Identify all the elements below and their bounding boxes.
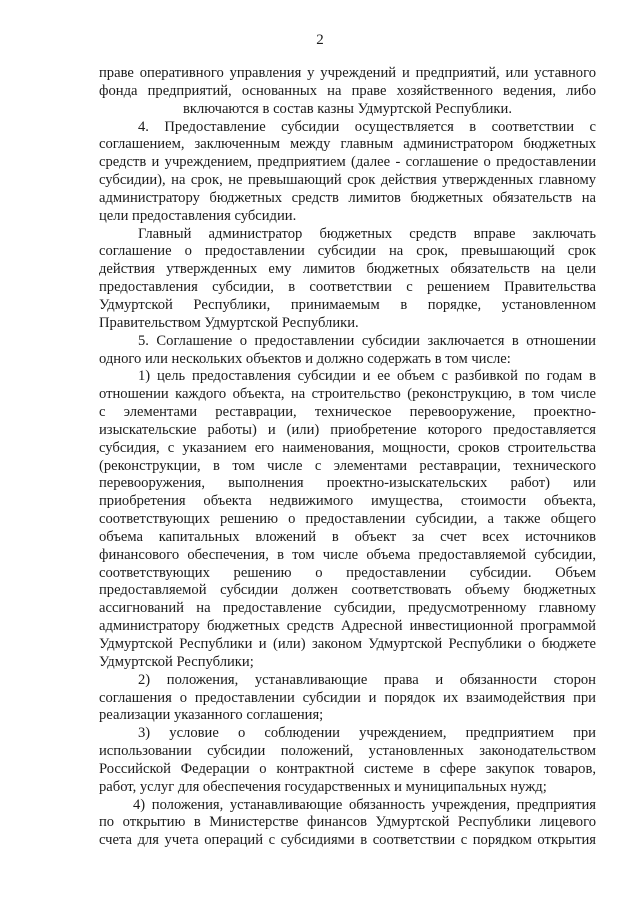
text-line: соответствующих решению о предоставлении субсидии, а также общего <box>99 511 596 528</box>
text-line: соглашения о предоставлении субсидии и порядок их взаимодействия при <box>99 689 596 706</box>
text-line: действия утвержденных ему лимитов бюджетных обязательств на цели <box>99 261 596 278</box>
text-line: соглашением, заключенным между главным администратором бюджетных <box>99 136 596 153</box>
paragraph-start-line: 3) условие о соблюдении учреждением, предприятием при <box>138 725 596 742</box>
text-line: объема капитальных вложений в объект за счет всех источников <box>99 528 596 545</box>
text-line: администратору бюджетных средств лимитов бюджетных обязательств на <box>99 189 596 206</box>
paragraph-start-line: 4. Предоставление субсидии осуществляется в соответствии с <box>138 118 596 135</box>
text-line: Удмуртской Республики, принимаемым в порядке, установленном <box>99 296 596 313</box>
document-body <box>99 65 596 850</box>
text-line: субсидии), на срок, не превышающий срок действия утвержденных главному <box>99 172 596 189</box>
text-line: счета для учета операций с субсидиями в соответствии с порядком открытия <box>99 832 596 849</box>
text-line: реализации указанного соглашения; <box>99 707 324 724</box>
text-line: одного или нескольких объектов и должно содержать в том числе: <box>99 350 511 367</box>
text-line: предоставляемой субсидии должен соответствовать объему бюджетных <box>99 582 596 599</box>
text-line: отношении каждого объекта, на строительство (реконструкцию, в том числе <box>99 386 596 403</box>
page-number: 2 <box>316 32 324 48</box>
text-line: Российской Федерации о контрактной системе в сфере закупок товаров, <box>99 760 596 777</box>
text-line: финансового обеспечения, в том числе объема предоставляемой субсидии, <box>99 546 596 563</box>
text-line: изыскательские работы) и (или) приобретение которого предоставляется <box>99 421 596 438</box>
text-line: приобретения объекта недвижимого имущества, стоимости объекта, <box>99 493 596 510</box>
text-line: (реконструкции, в том числе с элементами реставрации, технического <box>99 457 596 474</box>
text-line: администратору бюджетных средств Адресной инвестиционной программой <box>99 618 596 635</box>
text-line: Правительством Удмуртской Республики. <box>99 314 359 331</box>
text-line: включаются в состав казны Удмуртской Республики. <box>183 100 512 117</box>
paragraph-start-line: 2) положения, устанавливающие права и обязанности сторон <box>138 671 596 688</box>
text-line: соответствующих решению о предоставлении субсидии. Объем <box>99 564 596 581</box>
text-line: фонда предприятий, основанных на праве хозяйственного ведения, либо <box>99 82 596 99</box>
text-line: субсидия, с указанием его наименования, мощности, сроков строительства <box>99 439 596 456</box>
text-line: работ, услуг для обеспечения государственных и муниципальных нужд; <box>99 778 547 795</box>
text-line: цели предоставления субсидии. <box>99 207 297 224</box>
paragraph-start-line: Главный администратор бюджетных средств вправе заключать <box>138 225 596 242</box>
text-line: с элементами реставрации, техническое перевооружение, проектно- <box>99 404 596 421</box>
text-line: по открытию в Министерстве финансов Удмуртской Республики лицевого <box>99 814 596 831</box>
text-line: предоставления субсидии, в соответствии с решением Правительства <box>99 279 596 296</box>
paragraph-start-line: 1) цель предоставления субсидии и ее объем с разбивкой по годам в <box>138 368 596 385</box>
text-line: Удмуртской Республики и (или) законом Удмуртской Республики о бюджете <box>99 636 596 652</box>
text-line: использовании субсидии положений, установленных законодательством <box>99 743 596 760</box>
paragraph-start-line: 5. Соглашение о предоставлении субсидии заключается в отношении <box>138 332 596 349</box>
paragraph-start-line: 4) положения, устанавливающие обязанность учреждения, предприятия <box>133 796 596 813</box>
text-line: перевооружения, выполнения проектно-изыскательских работ) или <box>99 475 596 492</box>
text-line: праве оперативного управления у учреждений и предприятий, или уставного <box>99 65 596 81</box>
text-line: Удмуртской Республики; <box>99 653 254 670</box>
text-line: ассигнований на предоставление субсидии, предусмотренному главному <box>99 600 596 617</box>
text-line: средств и учреждением, предприятием (далее - соглашение о предоставлении <box>99 154 596 171</box>
text-line: соглашение о предоставлении субсидии на срок, превышающий срок <box>99 243 596 260</box>
